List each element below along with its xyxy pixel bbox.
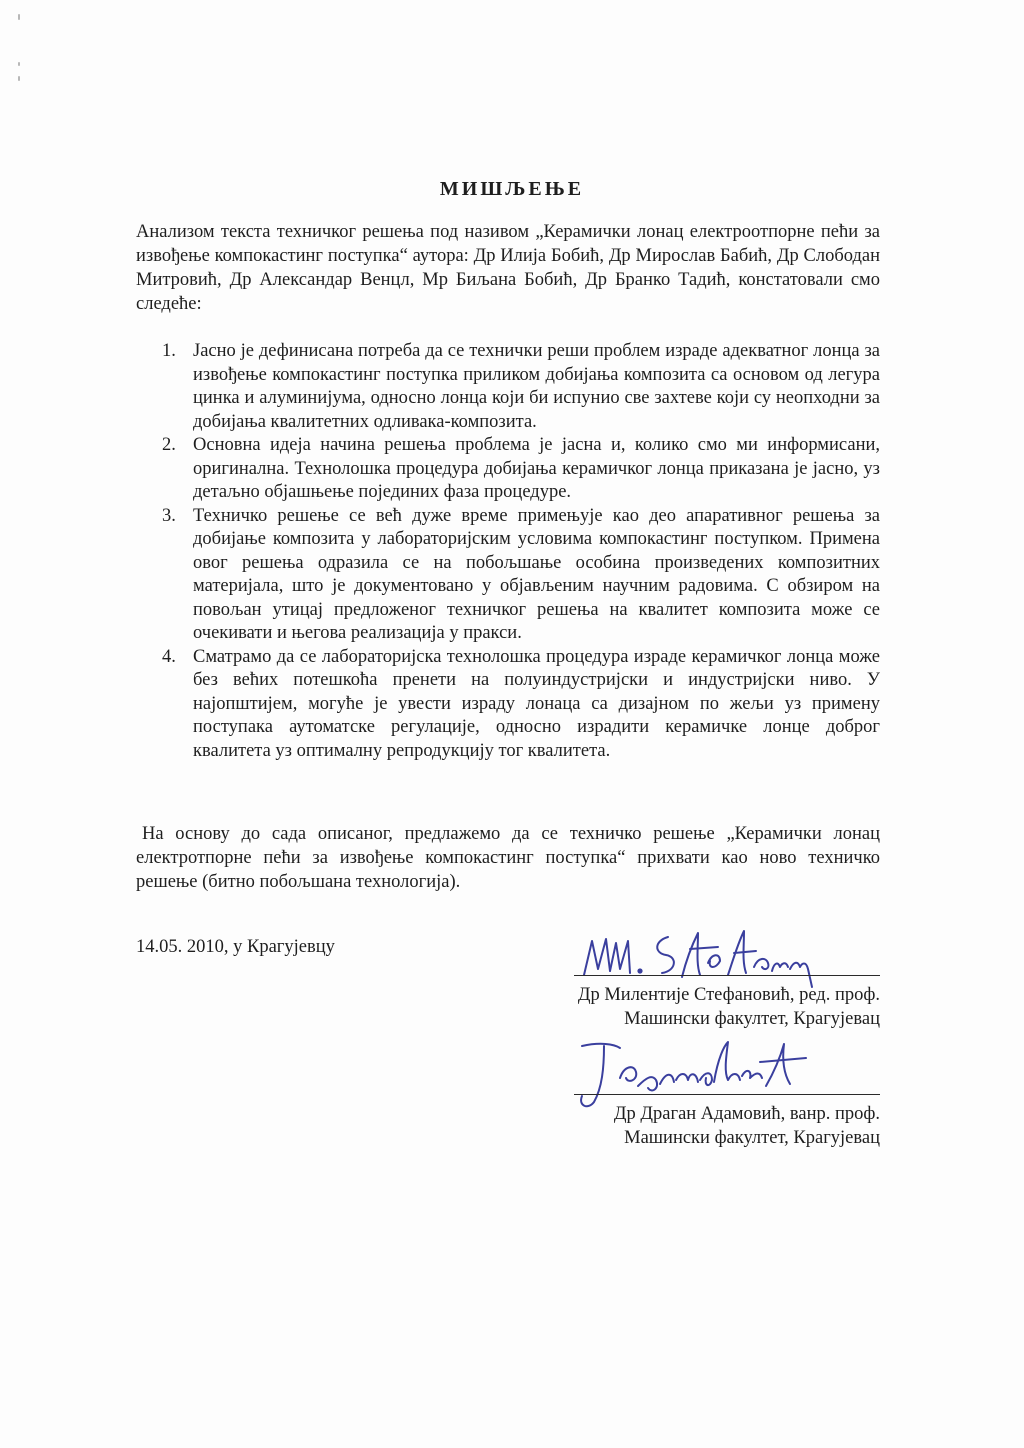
list-item — [136, 646, 880, 764]
list-item-number: 4. — [162, 646, 176, 667]
list-item — [136, 505, 880, 646]
list-item-number: 1. — [162, 341, 176, 361]
signatory-name: Др Милентије Стефановић, ред. проф. — [577, 985, 880, 1005]
date-place: 14.05. 2010, у Крагујевцу — [136, 937, 335, 957]
signature-block-2 — [540, 1094, 880, 1154]
signatory-institution: Машински факултет, Крагујевац — [624, 1128, 880, 1148]
signature-line — [574, 975, 880, 976]
signature-block-1 — [540, 975, 880, 1035]
signatory-name: Др Драган Адамовић, ванр. проф. — [613, 1104, 880, 1124]
list-item-text: Техничко решење се већ дуже време примењује као део апаративног решења за добијање композита у лабораторијским условима компокастинг поступком. Примена овог решења одразила се на побољшање особина произведених композитних материјала, што је документовано у објављеним научним радовима. С обзиром на повољан утицај предложеног техничког решења на квалитет композита може се очекивати и његова реализација у пракси. — [193, 505, 880, 643]
list-item — [136, 340, 880, 434]
list-item-text: Јасно је дефинисана потреба да се технички реши проблем израде адекватног лонца за извођење компокастинг поступка приликом добијања композита са основом од легура цинка и алуминијума, односно лонца који би испунио све захтеве који су неопходни за добијања квалитетних одливака-композита. — [193, 341, 880, 432]
document-title: МИШЉЕЊЕ — [439, 178, 585, 200]
signatory-institution: Машински факултет, Крагујевац — [624, 1009, 880, 1029]
list-item-number: 2. — [162, 435, 176, 455]
scan-edge-marks — [14, 14, 24, 94]
findings-list — [136, 340, 880, 763]
list-item-number: 3. — [162, 505, 176, 526]
list-item — [136, 434, 880, 505]
intro-paragraph: Анализом текста техничког решења под називом „Керамички лонац електроотпорне пећи за извођење компокастинг поступка“ аутора: Др Илија Бобић, Др Мирослав Бабић, Др Слободан Митровић, Др Александар Венцл, Мр Биљана Бобић, Др Бранко Тадић, констатовали смо следеће: — [136, 222, 880, 314]
conclusion-paragraph: На основу до сада описаног, предлажемо да се техничко решење „Керамички лонац електротпорне пећи за извођење компокастинг поступка“ прихвати као ново техничко решење (битно побољшана технологија). — [136, 824, 880, 892]
list-item-text: Основна идеја начина решења проблема је јасна и, колико смо ми информисани, оригинална. Технолошка процедура добијања керамичког лонца приказана је јасно, уз детаљно објашњење појединих фаза процедуре. — [193, 435, 880, 502]
signature-line — [574, 1094, 880, 1095]
list-item-text: Сматрамо да се лабораторијска технолошка процедура израде керамичког лонца може без већих потешкоћа пренети на полуиндустријски и индустријски ниво. У најопштијем, могуће је увести израду лонаца са дизајном по жељи уз примену поступака аутоматске регулације, односно израдити керамичке лонце доброг квалитета уз оптималну репродукцију тог квалитета. — [193, 646, 880, 761]
